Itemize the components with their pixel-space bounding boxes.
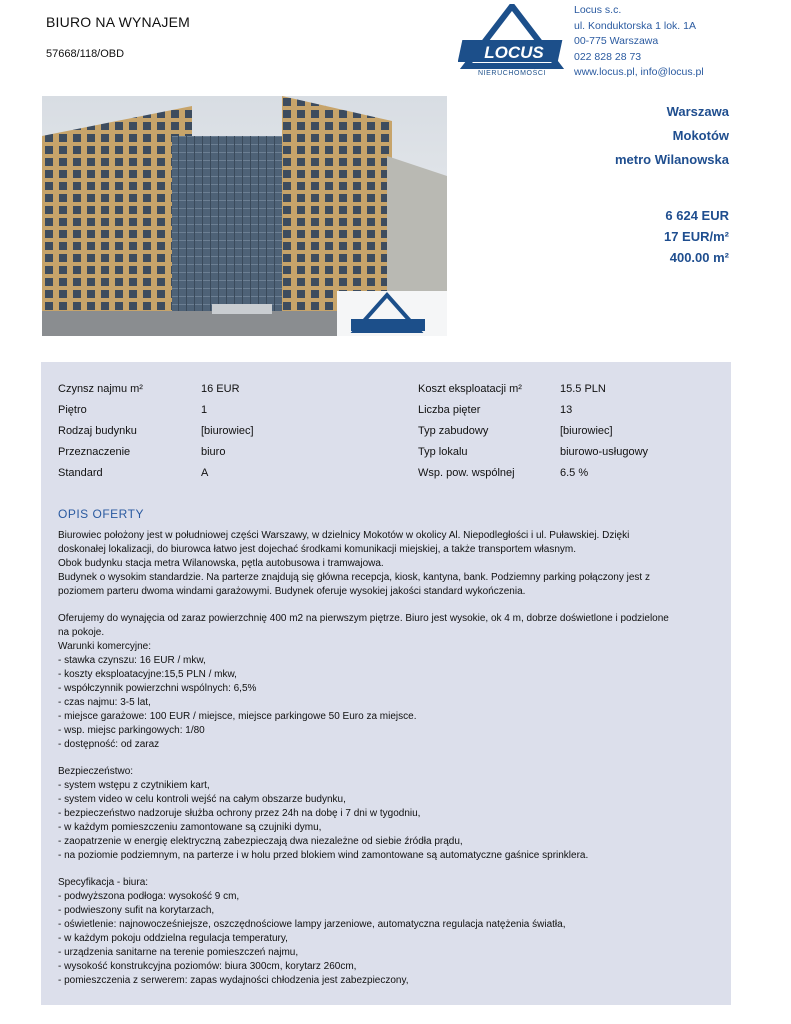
description-line: - dostępność: od zaraz: [58, 739, 160, 750]
description-line: na pokoje.: [58, 627, 105, 638]
description-heading: OPIS OFERTY: [58, 507, 144, 521]
description-text: [58, 529, 718, 988]
param-value: 1: [201, 404, 208, 416]
description-line: Specyfikacja - biura:: [58, 877, 149, 888]
description-line: doskonałej lokalizacji, do biurowca łatwo jest dojechać środkami komunikacji miejskiej, a także transportem własnym.: [58, 544, 576, 555]
description-line: - wysokość konstrukcyjna poziomów: biura 300cm, korytarz 260cm,: [58, 961, 357, 972]
description-line: poziomem parteru dwoma windami garażowymi. Budynek oferuje wysokiej jakości standard wykończenia.: [58, 586, 526, 597]
params-row: [58, 463, 698, 484]
description-gap: [58, 599, 718, 612]
param-value: [biurowiec]: [201, 425, 254, 437]
logo-subtitle: NIERUCHOMOŚCI: [477, 70, 547, 77]
description-line: - współczynnik powierzchni wspólnych: 6,5%: [58, 683, 257, 694]
description-line: - w każdym pomieszczeniu zamontowane są czujniki dymu,: [58, 822, 322, 833]
param-value: 16 EUR: [201, 383, 240, 395]
params-row: [58, 400, 698, 421]
description-line: - podwieszony sufit na korytarzach,: [58, 905, 215, 916]
building-photo: [42, 96, 447, 336]
listing-title: BIURO NA WYNAJEM: [46, 14, 190, 30]
description-line: - stawka czynszu: 16 EUR / mkw,: [58, 655, 206, 666]
param-label: Standard: [58, 467, 103, 479]
description-line: Oferujemy do wynajęcia od zaraz powierzchnię 400 m2 na pierwszym piętrze. Biuro jest wysokie, ok 4 m, dobrze doświetlone i podzielone: [58, 613, 669, 624]
description-line: - miejsce garażowe: 100 EUR / miejsce, miejsce parkingowe 50 Euro za miejsce.: [58, 711, 417, 722]
listing-reference: 57668/118/OBD: [46, 48, 125, 60]
description-gap: [58, 752, 718, 765]
description-line: - w każdym pokoju oddzielna regulacja temperatury,: [58, 933, 288, 944]
params-table: [58, 379, 698, 484]
param-value: biurowo-usługowy: [560, 446, 649, 458]
description-line: - system video w celu kontroli wejść na całym obszarze budynku,: [58, 794, 346, 805]
price-area: 400.00 m²: [669, 250, 729, 265]
location-metro: metro Wilanowska: [614, 152, 729, 167]
contact-street: ul. Konduktorska 1 lok. 1A: [574, 19, 696, 32]
details-panel: [41, 362, 731, 1005]
description-line: - koszty eksploatacyjne:15,5 PLN / mkw,: [58, 669, 237, 680]
param-label: Przeznaczenie: [58, 446, 131, 458]
location-district: Mokotów: [672, 128, 729, 143]
contact-company: Locus s.c.: [574, 4, 622, 16]
param-label: Wsp. pow. wspólnej: [418, 467, 515, 479]
param-label: Rodzaj budynku: [58, 425, 137, 437]
param-value: 13: [560, 404, 573, 416]
description-line: Biurowiec położony jest w południowej części Warszawy, w dzielnicy Mokotów w okolicy Al. Niepodległości i ul. Puławskiej. Dzięki: [58, 530, 630, 541]
location-city: Warszawa: [666, 104, 729, 119]
param-label: Liczba pięter: [418, 404, 481, 416]
description-line: - zaopatrzenie w energię elektryczną zabezpieczają dwa niezależne od siebie źródła prądu,: [58, 836, 463, 847]
contact-city: 00-775 Warszawa: [574, 35, 659, 47]
description-line: - pomieszczenia z serwerem: zapas wydajności chłodzenia jest zabezpieczony,: [58, 975, 409, 986]
params-row: [58, 442, 698, 463]
description-line: - oświetlenie: najnowocześniejsze, oszczędnościowe lampy jarzeniowe, automatyczna regulacja natężenia światła,: [58, 919, 566, 930]
description-line: - wsp. miejsc parkingowych: 1/80: [58, 725, 205, 736]
description-line: - bezpieczeństwo nadzoruje służba ochrony przez 24h na dobę i 7 dni w tygodniu,: [58, 808, 421, 819]
description-line: - podwyższona podłoga: wysokość 9 cm,: [58, 891, 240, 902]
contact-block: [574, 3, 704, 81]
location-block: [615, 100, 729, 172]
param-value: A: [201, 467, 209, 479]
description-line: Bezpieczeństwo:: [58, 766, 134, 777]
description-gap: [58, 863, 718, 876]
price-total: 6 624 EUR: [665, 208, 729, 223]
logo-roof-icon: [458, 4, 566, 70]
description-line: Budynek o wysokim standardzie. Na parterze znajdują się główna recepcja, kiosk, kantyna, bank. Podziemny parking połączony jest z: [58, 572, 650, 583]
description-line: Obok budynku stacja metra Wilanowska, pętla autobusowa i tramwajowa.: [58, 558, 384, 569]
contact-phone[interactable]: 022 828 28 73: [574, 50, 642, 63]
price-block: [664, 205, 729, 268]
company-logo[interactable]: [458, 4, 566, 84]
param-label: Typ zabudowy: [418, 425, 489, 437]
param-value: biuro: [201, 446, 226, 458]
description-line: - na poziomie podziemnym, na parterze i w holu przed blokiem wind zamontowane są automatyczne gaśnice sprinklera.: [58, 850, 589, 861]
param-value: 6.5 %: [560, 467, 589, 479]
param-label: Koszt eksploatacji m²: [418, 383, 522, 395]
logo-text: LOCUS: [484, 43, 544, 62]
price-per-m2: 17 EUR/m²: [663, 229, 729, 244]
param-label: Piętro: [58, 404, 87, 416]
param-label: Czynsz najmu m²: [58, 383, 143, 395]
description-line: Warunki komercyjne:: [58, 641, 151, 652]
params-row: [58, 421, 698, 442]
param-value: 15.5 PLN: [560, 383, 606, 395]
params-row: [58, 379, 698, 400]
contact-web[interactable]: www.locus.pl, info@locus.pl: [574, 66, 704, 78]
description-line: - system wstępu z czytnikiem kart,: [58, 780, 210, 791]
param-value: [biurowiec]: [560, 425, 613, 437]
param-label: Typ lokalu: [418, 446, 468, 458]
description-line: - urządzenia sanitarne na terenie pomieszczeń najmu,: [58, 947, 299, 958]
description-line: - czas najmu: 3-5 lat,: [58, 697, 151, 708]
